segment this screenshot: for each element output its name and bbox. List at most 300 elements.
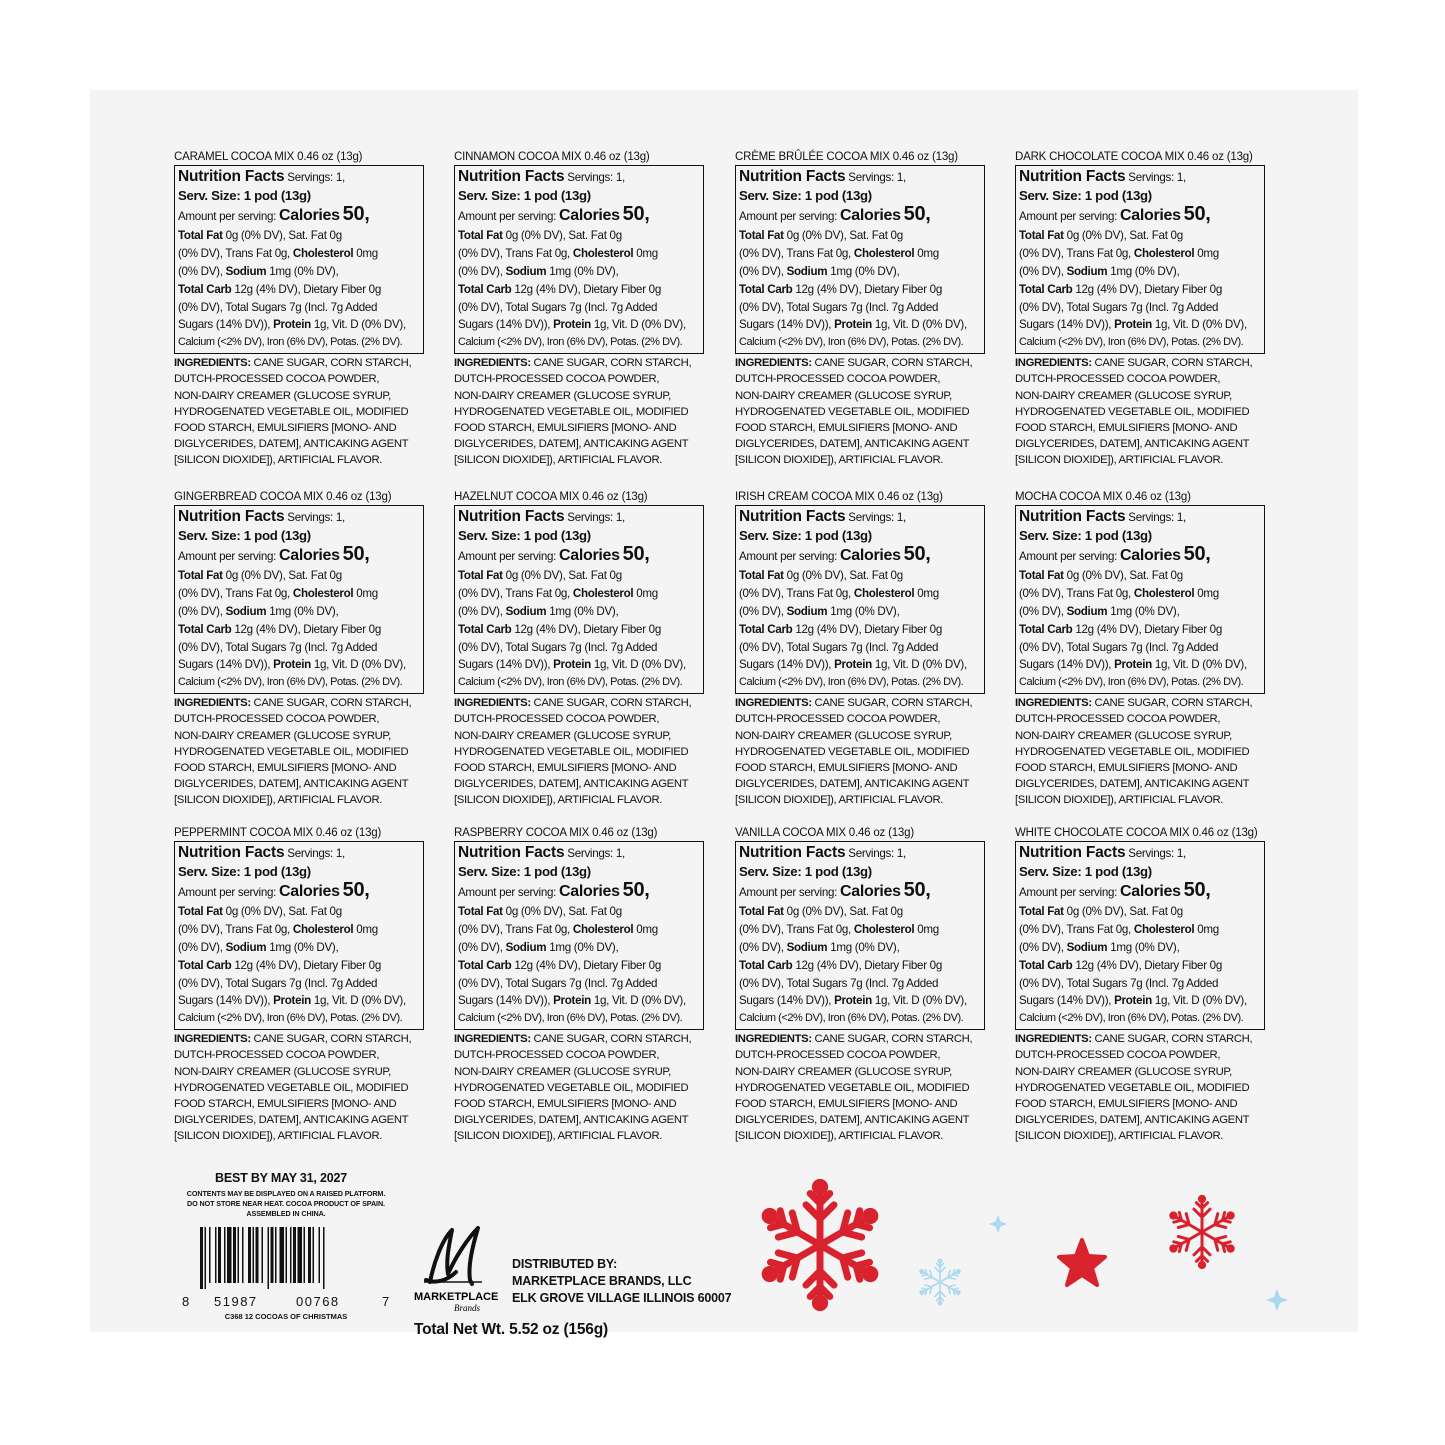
barcode-bar [242, 1227, 244, 1283]
total-fat-text: 0g (0% DV), Sat. Fat 0g [783, 904, 903, 918]
ingredients [1015, 1031, 1273, 1144]
barcode-bar [224, 1227, 226, 1283]
ingredients-line: FOOD STARCH, EMULSIFIERS [MONO- AND [454, 1098, 677, 1111]
ingredients-line: HYDROGENATED VEGETABLE OIL, MODIFIED [735, 745, 970, 758]
ingredients-line: HYDROGENATED VEGETABLE OIL, MODIFIED [735, 405, 970, 418]
trans-fat-text: (0% DV), Trans Fat 0g, [739, 586, 854, 600]
ingredients-line: FOOD STARCH, EMULSIFIERS [MONO- AND [454, 762, 677, 775]
barcode-icon [198, 1227, 378, 1289]
nutrition-facts-heading: Nutrition Facts [739, 508, 846, 525]
sugars-text: (0% DV), Total Sugars 7g (Incl. 7g Added [458, 640, 658, 654]
total-carb-label: Total Carb [458, 282, 512, 296]
brand-m-icon [412, 1222, 502, 1317]
ingredients-line: NON-DAIRY CREAMER (GLUCOSE SYRUP, [1015, 1065, 1232, 1078]
protein-text: 1g, Vit. D (0% DV), [871, 658, 967, 672]
ingredients-line: FOOD STARCH, EMULSIFIERS [MONO- AND [454, 422, 677, 435]
barcode-bar [233, 1227, 236, 1283]
cholesterol-text: 0mg [914, 586, 939, 600]
added-sugars-text: Sugars (14% DV)), [739, 658, 835, 672]
label-footer-left [176, 1171, 396, 1321]
ingredients-line: FOOD STARCH, EMULSIFIERS [MONO- AND [1015, 422, 1238, 435]
ingredients [454, 355, 712, 468]
ingredients-line: NON-DAIRY CREAMER (GLUCOSE SYRUP, [174, 1065, 391, 1078]
protein-text: 1g, Vit. D (0% DV), [871, 994, 967, 1008]
total-fat-label: Total Fat [1019, 228, 1064, 242]
trans-fat-text: (0% DV), Trans Fat 0g, [458, 922, 573, 936]
trans-fat-text: (0% DV), Trans Fat 0g, [458, 586, 573, 600]
product-nutrition-block [1015, 149, 1273, 469]
total-carb-label: Total Carb [1019, 282, 1073, 296]
trans-fat-text: (0% DV), Trans Fat 0g, [739, 246, 854, 260]
calories-value: 50, [1183, 202, 1211, 225]
total-fat-label: Total Fat [1019, 904, 1064, 918]
barcode-bar [205, 1227, 207, 1289]
total-fat-label: Total Fat [1019, 568, 1064, 582]
ingredients-line: DIGLYCERIDES, DATEM], ANTICAKING AGENT [1015, 778, 1250, 791]
ingredients [735, 695, 993, 808]
cholesterol-text: 0mg [633, 246, 658, 260]
ingredients [174, 1031, 432, 1144]
sodium-label: Sodium [1066, 264, 1108, 278]
sugars-text: (0% DV), Total Sugars 7g (Incl. 7g Added [1019, 976, 1219, 990]
protein-text: 1g, Vit. D (0% DV), [590, 658, 686, 672]
calories-value: 50, [1183, 542, 1211, 565]
total-fat-text: 0g (0% DV), Sat. Fat 0g [1063, 568, 1183, 582]
marketplace-brands-logo [412, 1222, 502, 1322]
calories-label: Calories [1119, 546, 1181, 564]
barcode-bar [304, 1227, 306, 1283]
product-title: VANILLA COCOA MIX 0.46 oz (13g) [735, 827, 914, 839]
barcode-bar [253, 1227, 255, 1283]
minerals-text: Calcium (<2% DV), Iron (6% DV), Potas. (2% DV). [739, 1012, 964, 1025]
nutrition-facts-box [454, 505, 704, 694]
ingredients-line: [SILICON DIOXIDE]), ARTIFICIAL FLAVOR. [174, 794, 383, 807]
calories-value: 50, [622, 878, 650, 901]
ingredients-line: NON-DAIRY CREAMER (GLUCOSE SYRUP, [735, 1065, 952, 1078]
barcode-bar [209, 1227, 211, 1283]
amount-per-serving: Amount per serving: [458, 209, 557, 223]
nutrition-facts-heading: Nutrition Facts [739, 168, 846, 185]
cholesterol-label: Cholesterol [1133, 922, 1195, 936]
serving-size: Serv. Size: 1 pod (13g) [178, 863, 311, 879]
nutrition-facts-heading: Nutrition Facts [1019, 844, 1126, 861]
barcode-bar [280, 1227, 285, 1283]
upc-digit: 8 [182, 1294, 190, 1309]
servings-text: Servings: 1, [287, 511, 345, 524]
barcode-bar [271, 1227, 274, 1283]
large-red-snowflake-icon [745, 1170, 895, 1320]
ingredients-line: DIGLYCERIDES, DATEM], ANTICAKING AGENT [735, 438, 970, 451]
total-carb-label: Total Carb [458, 958, 512, 972]
barcode-bar [298, 1227, 303, 1283]
calories-label: Calories [278, 882, 340, 900]
sodium-label: Sodium [1066, 604, 1108, 618]
upc-digit: 51987 [214, 1294, 258, 1309]
cholesterol-text: 0mg [1194, 586, 1219, 600]
trans-fat-text: (0% DV), Trans Fat 0g, [178, 586, 293, 600]
cholesterol-text: 0mg [633, 586, 658, 600]
nutrition-facts-heading: Nutrition Facts [1019, 168, 1126, 185]
total-carb-text: 12g (4% DV), Dietary Fiber 0g [511, 622, 661, 636]
ingredients-line: CANE SUGAR, CORN STARCH, [530, 1033, 692, 1046]
calories-label: Calories [839, 546, 901, 564]
trans-fat-text: (0% DV), Trans Fat 0g, [1019, 246, 1134, 260]
sodium-text: 1mg (0% DV), [1107, 264, 1180, 278]
trans-fat-text: (0% DV), Trans Fat 0g, [1019, 922, 1134, 936]
cholesterol-label: Cholesterol [572, 922, 634, 936]
product-nutrition-block [454, 149, 712, 469]
ingredients-line: DUTCH-PROCESSED COCOA POWDER, [174, 1049, 380, 1062]
upc-digit: 7 [382, 1294, 390, 1309]
product-nutrition-block [174, 149, 432, 469]
minerals-text: Calcium (<2% DV), Iron (6% DV), Potas. (2% DV). [458, 336, 683, 349]
minerals-text: Calcium (<2% DV), Iron (6% DV), Potas. (2% DV). [458, 1012, 683, 1025]
total-fat-text: 0g (0% DV), Sat. Fat 0g [783, 228, 903, 242]
ingredients-line: CANE SUGAR, CORN STARCH, [811, 697, 973, 710]
storage-notice [176, 1189, 396, 1219]
added-sugars-text: Sugars (14% DV)), [458, 994, 554, 1008]
ingredients-line: DIGLYCERIDES, DATEM], ANTICAKING AGENT [1015, 1114, 1250, 1127]
added-sugars-text: Sugars (14% DV)), [739, 994, 835, 1008]
calories-label: Calories [278, 546, 340, 564]
total-fat-label: Total Fat [458, 228, 503, 242]
protein-text: 1g, Vit. D (0% DV), [590, 994, 686, 1008]
sugars-text: (0% DV), Total Sugars 7g (Incl. 7g Added [178, 976, 378, 990]
servings-text: Servings: 1, [1128, 511, 1186, 524]
calories-label: Calories [1119, 206, 1181, 224]
dv-text: (0% DV), [178, 264, 226, 278]
serving-size: Serv. Size: 1 pod (13g) [178, 527, 311, 543]
nutrition-facts-box [174, 165, 424, 354]
ingredients-line: HYDROGENATED VEGETABLE OIL, MODIFIED [454, 405, 689, 418]
product-code: C368 12 COCOAS OF CHRISTMAS [224, 1312, 348, 1321]
cholesterol-label: Cholesterol [292, 922, 354, 936]
servings-text: Servings: 1, [848, 511, 906, 524]
ingredients [174, 355, 432, 468]
sugars-text: (0% DV), Total Sugars 7g (Incl. 7g Added [178, 300, 378, 314]
added-sugars-text: Sugars (14% DV)), [458, 658, 554, 672]
dv-text: (0% DV), [1019, 940, 1067, 954]
total-carb-text: 12g (4% DV), Dietary Fiber 0g [231, 282, 381, 296]
protein-text: 1g, Vit. D (0% DV), [310, 994, 406, 1008]
ingredients-line: DUTCH-PROCESSED COCOA POWDER, [1015, 1049, 1221, 1062]
servings-text: Servings: 1, [848, 847, 906, 860]
added-sugars-text: Sugars (14% DV)), [178, 318, 274, 332]
sugars-text: (0% DV), Total Sugars 7g (Incl. 7g Added [739, 976, 939, 990]
barcode-bar [256, 1227, 259, 1283]
total-carb-label: Total Carb [739, 282, 793, 296]
total-fat-text: 0g (0% DV), Sat. Fat 0g [502, 228, 622, 242]
ingredients-line: NON-DAIRY CREAMER (GLUCOSE SYRUP, [174, 729, 391, 742]
barcode-bar [275, 1227, 277, 1283]
nutrition-facts-heading: Nutrition Facts [178, 508, 285, 525]
ingredients-line: FOOD STARCH, EMULSIFIERS [MONO- AND [735, 1098, 958, 1111]
ingredients-line: [SILICON DIOXIDE]), ARTIFICIAL FLAVOR. [735, 1130, 944, 1143]
blue-sparkle-icon [1265, 1288, 1289, 1312]
ingredients-line: DUTCH-PROCESSED COCOA POWDER, [735, 1049, 941, 1062]
nutrition-facts-box [454, 841, 704, 1030]
total-carb-text: 12g (4% DV), Dietary Fiber 0g [792, 282, 942, 296]
ingredients-label: INGREDIENTS: [174, 357, 251, 370]
ingredients-line: CANE SUGAR, CORN STARCH, [250, 697, 412, 710]
ingredients-line: HYDROGENATED VEGETABLE OIL, MODIFIED [1015, 405, 1250, 418]
servings-text: Servings: 1, [287, 171, 345, 184]
nutrition-facts-heading: Nutrition Facts [458, 168, 565, 185]
cholesterol-label: Cholesterol [292, 246, 354, 260]
ingredients-line: DIGLYCERIDES, DATEM], ANTICAKING AGENT [1015, 438, 1250, 451]
total-fat-text: 0g (0% DV), Sat. Fat 0g [502, 904, 622, 918]
total-carb-label: Total Carb [1019, 622, 1073, 636]
small-red-snowflake-icon [1162, 1192, 1242, 1272]
ingredients-line: [SILICON DIOXIDE]), ARTIFICIAL FLAVOR. [454, 454, 663, 467]
nutrition-facts-box [454, 165, 704, 354]
ingredients-label: INGREDIENTS: [454, 1033, 531, 1046]
calories-value: 50, [903, 542, 931, 565]
servings-text: Servings: 1, [287, 847, 345, 860]
product-title: RASPBERRY COCOA MIX 0.46 oz (13g) [454, 827, 658, 839]
protein-label: Protein [1114, 658, 1152, 672]
product-nutrition-block [174, 825, 432, 1145]
calories-value: 50, [342, 542, 370, 565]
sugars-text: (0% DV), Total Sugars 7g (Incl. 7g Added [1019, 300, 1219, 314]
ingredients-line: DIGLYCERIDES, DATEM], ANTICAKING AGENT [735, 1114, 970, 1127]
sodium-label: Sodium [225, 604, 267, 618]
ingredients-line: NON-DAIRY CREAMER (GLUCOSE SYRUP, [735, 729, 952, 742]
servings-text: Servings: 1, [567, 171, 625, 184]
dv-text: (0% DV), [178, 604, 226, 618]
distributor-info [512, 1256, 731, 1307]
barcode-bar [319, 1227, 321, 1283]
ingredients-line: FOOD STARCH, EMULSIFIERS [MONO- AND [1015, 1098, 1238, 1111]
total-fat-label: Total Fat [178, 228, 223, 242]
serving-size: Serv. Size: 1 pod (13g) [458, 527, 591, 543]
calories-label: Calories [839, 206, 901, 224]
nutrition-facts-box [1015, 505, 1265, 694]
barcode-bar [227, 1227, 232, 1283]
minerals-text: Calcium (<2% DV), Iron (6% DV), Potas. (2% DV). [1019, 1012, 1244, 1025]
total-carb-label: Total Carb [178, 282, 232, 296]
sodium-text: 1mg (0% DV), [546, 940, 619, 954]
net-weight: Total Net Wt. 5.52 oz (156g) [414, 1321, 608, 1338]
cholesterol-label: Cholesterol [572, 586, 634, 600]
sodium-text: 1mg (0% DV), [546, 264, 619, 278]
added-sugars-text: Sugars (14% DV)), [458, 318, 554, 332]
minerals-text: Calcium (<2% DV), Iron (6% DV), Potas. (2% DV). [1019, 336, 1244, 349]
total-carb-label: Total Carb [178, 958, 232, 972]
ingredients-line: NON-DAIRY CREAMER (GLUCOSE SYRUP, [1015, 729, 1232, 742]
total-fat-text: 0g (0% DV), Sat. Fat 0g [502, 568, 622, 582]
protein-text: 1g, Vit. D (0% DV), [1151, 994, 1247, 1008]
total-carb-label: Total Carb [739, 622, 793, 636]
product-title: CARAMEL COCOA MIX 0.46 oz (13g) [174, 151, 363, 163]
total-carb-label: Total Carb [1019, 958, 1073, 972]
sodium-text: 1mg (0% DV), [546, 604, 619, 618]
product-title: HAZELNUT COCOA MIX 0.46 oz (13g) [454, 491, 648, 503]
dv-text: (0% DV), [1019, 604, 1067, 618]
protein-text: 1g, Vit. D (0% DV), [871, 318, 967, 332]
protein-text: 1g, Vit. D (0% DV), [310, 658, 406, 672]
ingredients-line: FOOD STARCH, EMULSIFIERS [MONO- AND [735, 422, 958, 435]
nutrition-facts-heading: Nutrition Facts [178, 844, 285, 861]
calories-value: 50, [622, 542, 650, 565]
barcode-bar [293, 1227, 296, 1283]
cholesterol-label: Cholesterol [1133, 586, 1195, 600]
ingredients-line: NON-DAIRY CREAMER (GLUCOSE SYRUP, [454, 729, 671, 742]
upc-digit: 00768 [296, 1294, 340, 1309]
amount-per-serving: Amount per serving: [739, 549, 838, 563]
amount-per-serving: Amount per serving: [1019, 209, 1118, 223]
total-carb-label: Total Carb [458, 622, 512, 636]
minerals-text: Calcium (<2% DV), Iron (6% DV), Potas. (2% DV). [739, 336, 964, 349]
product-nutrition-block [735, 489, 993, 809]
ingredients-line: CANE SUGAR, CORN STARCH, [250, 1033, 412, 1046]
calories-label: Calories [278, 206, 340, 224]
notice-line: CONTENTS MAY BE DISPLAYED ON A RAISED PLATFORM. [186, 1189, 386, 1198]
notice-line: ASSEMBLED IN CHINA. [246, 1209, 326, 1218]
ingredients-line: NON-DAIRY CREAMER (GLUCOSE SYRUP, [454, 1065, 671, 1078]
dv-text: (0% DV), [178, 940, 226, 954]
ingredients-line: CANE SUGAR, CORN STARCH, [530, 697, 692, 710]
serving-size: Serv. Size: 1 pod (13g) [458, 863, 591, 879]
dv-text: (0% DV), [458, 604, 506, 618]
sodium-label: Sodium [505, 940, 547, 954]
product-title: CRÈME BRÛLÉE COCOA MIX 0.46 oz (13g) [735, 151, 958, 163]
amount-per-serving: Amount per serving: [178, 209, 277, 223]
distributor-line: MARKETPLACE BRANDS, LLC [512, 1274, 692, 1288]
nutrition-facts-heading: Nutrition Facts [458, 844, 565, 861]
total-fat-label: Total Fat [458, 568, 503, 582]
barcode-bar [323, 1227, 325, 1289]
added-sugars-text: Sugars (14% DV)), [739, 318, 835, 332]
amount-per-serving: Amount per serving: [1019, 885, 1118, 899]
ingredients-line: CANE SUGAR, CORN STARCH, [530, 357, 692, 370]
protein-text: 1g, Vit. D (0% DV), [1151, 318, 1247, 332]
ingredients [1015, 355, 1273, 468]
added-sugars-text: Sugars (14% DV)), [1019, 318, 1115, 332]
dv-text: (0% DV), [739, 940, 787, 954]
amount-per-serving: Amount per serving: [739, 209, 838, 223]
sodium-label: Sodium [786, 604, 828, 618]
sodium-text: 1mg (0% DV), [827, 264, 900, 278]
servings-text: Servings: 1, [848, 171, 906, 184]
calories-label: Calories [558, 882, 620, 900]
ingredients-line: HYDROGENATED VEGETABLE OIL, MODIFIED [454, 1081, 689, 1094]
added-sugars-text: Sugars (14% DV)), [1019, 658, 1115, 672]
blue-sparkle-icon [988, 1214, 1008, 1234]
amount-per-serving: Amount per serving: [178, 549, 277, 563]
nutrition-facts-box [735, 841, 985, 1030]
total-carb-text: 12g (4% DV), Dietary Fiber 0g [1072, 958, 1222, 972]
nutrition-facts-heading: Nutrition Facts [1019, 508, 1126, 525]
protein-label: Protein [553, 318, 591, 332]
nutrition-facts-box [1015, 165, 1265, 354]
sodium-label: Sodium [786, 940, 828, 954]
barcode-bar [313, 1227, 315, 1283]
cholesterol-text: 0mg [1194, 246, 1219, 260]
ingredients-line: NON-DAIRY CREAMER (GLUCOSE SYRUP, [454, 389, 671, 402]
sugars-text: (0% DV), Total Sugars 7g (Incl. 7g Added [178, 640, 378, 654]
nutrition-facts-box [174, 841, 424, 1030]
ingredients-label: INGREDIENTS: [174, 697, 251, 710]
ingredients-label: INGREDIENTS: [454, 697, 531, 710]
ingredients-line: DIGLYCERIDES, DATEM], ANTICAKING AGENT [174, 438, 409, 451]
cholesterol-text: 0mg [1194, 922, 1219, 936]
ingredients-line: DUTCH-PROCESSED COCOA POWDER, [454, 373, 660, 386]
total-fat-text: 0g (0% DV), Sat. Fat 0g [222, 568, 342, 582]
ingredients-line: CANE SUGAR, CORN STARCH, [811, 357, 973, 370]
nutrition-facts-heading: Nutrition Facts [178, 168, 285, 185]
total-carb-label: Total Carb [739, 958, 793, 972]
cholesterol-text: 0mg [914, 922, 939, 936]
sodium-text: 1mg (0% DV), [1107, 604, 1180, 618]
calories-label: Calories [558, 206, 620, 224]
protein-label: Protein [273, 658, 311, 672]
dv-text: (0% DV), [1019, 264, 1067, 278]
barcode-bar [290, 1227, 292, 1283]
sodium-label: Sodium [505, 264, 547, 278]
product-title: PEPPERMINT COCOA MIX 0.46 oz (13g) [174, 827, 382, 839]
protein-label: Protein [834, 994, 872, 1008]
protein-label: Protein [273, 994, 311, 1008]
calories-value: 50, [903, 202, 931, 225]
minerals-text: Calcium (<2% DV), Iron (6% DV), Potas. (2% DV). [1019, 676, 1244, 689]
ingredients-line: DUTCH-PROCESSED COCOA POWDER, [454, 1049, 660, 1062]
barcode-bar [248, 1227, 251, 1283]
calories-value: 50, [622, 202, 650, 225]
cholesterol-label: Cholesterol [853, 922, 915, 936]
sugars-text: (0% DV), Total Sugars 7g (Incl. 7g Added [1019, 640, 1219, 654]
ingredients [735, 1031, 993, 1144]
sodium-label: Sodium [1066, 940, 1108, 954]
ingredients-line: CANE SUGAR, CORN STARCH, [1091, 357, 1253, 370]
ingredients [1015, 695, 1273, 808]
ingredients [174, 695, 432, 808]
ingredients-label: INGREDIENTS: [1015, 357, 1092, 370]
servings-text: Servings: 1, [1128, 171, 1186, 184]
protein-text: 1g, Vit. D (0% DV), [1151, 658, 1247, 672]
cholesterol-label: Cholesterol [572, 246, 634, 260]
product-nutrition-block [174, 489, 432, 809]
total-carb-text: 12g (4% DV), Dietary Fiber 0g [792, 958, 942, 972]
ingredients-line: DIGLYCERIDES, DATEM], ANTICAKING AGENT [454, 438, 689, 451]
minerals-text: Calcium (<2% DV), Iron (6% DV), Potas. (2% DV). [739, 676, 964, 689]
total-fat-text: 0g (0% DV), Sat. Fat 0g [222, 904, 342, 918]
minerals-text: Calcium (<2% DV), Iron (6% DV), Potas. (2% DV). [458, 676, 683, 689]
ingredients-line: FOOD STARCH, EMULSIFIERS [MONO- AND [735, 762, 958, 775]
notice-line: DO NOT STORE NEAR HEAT. COCOA PRODUCT OF SPAIN. [187, 1199, 385, 1208]
product-title: DARK CHOCOLATE COCOA MIX 0.46 oz (13g) [1015, 151, 1253, 163]
minerals-text: Calcium (<2% DV), Iron (6% DV), Potas. (2% DV). [178, 336, 403, 349]
cholesterol-text: 0mg [353, 586, 378, 600]
sodium-text: 1mg (0% DV), [266, 604, 339, 618]
serving-size: Serv. Size: 1 pod (13g) [1019, 527, 1152, 543]
cholesterol-label: Cholesterol [1133, 246, 1195, 260]
ingredients-line: DUTCH-PROCESSED COCOA POWDER, [1015, 373, 1221, 386]
ingredients-line: DIGLYCERIDES, DATEM], ANTICAKING AGENT [174, 1114, 409, 1127]
ingredients-line: FOOD STARCH, EMULSIFIERS [MONO- AND [174, 1098, 397, 1111]
ingredients-line: FOOD STARCH, EMULSIFIERS [MONO- AND [174, 422, 397, 435]
product-title: GINGERBREAD COCOA MIX 0.46 oz (13g) [174, 491, 392, 503]
ingredients-line: [SILICON DIOXIDE]), ARTIFICIAL FLAVOR. [454, 794, 663, 807]
amount-per-serving: Amount per serving: [458, 549, 557, 563]
nutrition-facts-heading: Nutrition Facts [458, 508, 565, 525]
protein-label: Protein [1114, 318, 1152, 332]
total-fat-text: 0g (0% DV), Sat. Fat 0g [1063, 228, 1183, 242]
amount-per-serving: Amount per serving: [458, 885, 557, 899]
cholesterol-label: Cholesterol [853, 586, 915, 600]
ingredients-label: INGREDIENTS: [454, 357, 531, 370]
calories-label: Calories [558, 546, 620, 564]
